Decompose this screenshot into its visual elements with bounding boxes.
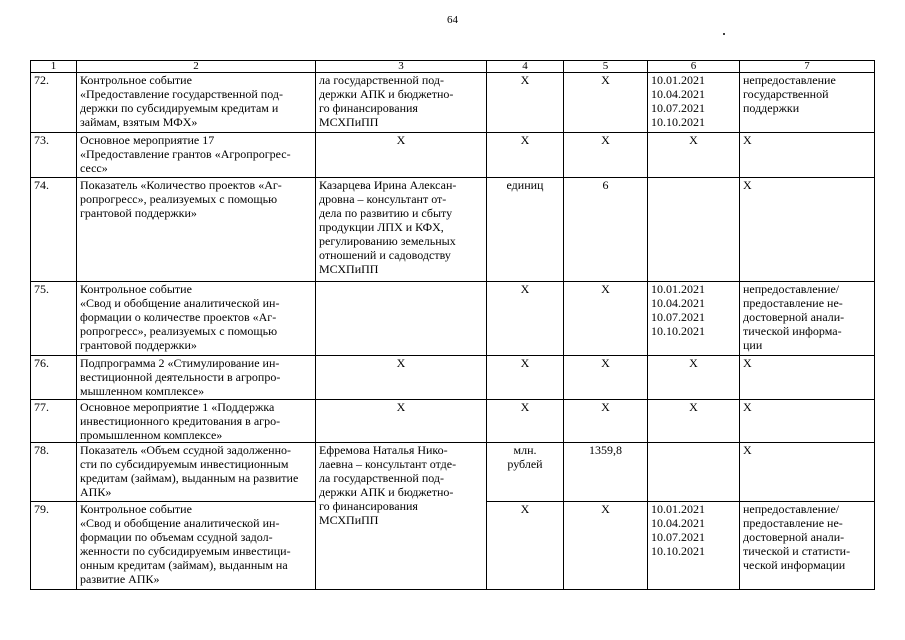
responsible: X [316, 400, 487, 443]
event-name [77, 282, 316, 356]
page-number: 64 [447, 14, 458, 26]
risk: X [740, 133, 875, 178]
text-line: «Свод и обобщение аналитической ин- [80, 516, 280, 530]
table-row [31, 356, 875, 400]
indicator-value: 6 [564, 178, 648, 282]
text-line: Казарцева Ирина Алексан- [319, 178, 457, 192]
text-line: Контрольное событие [80, 282, 192, 296]
col-4-value: X [487, 282, 564, 356]
col-5-value: X [564, 502, 648, 590]
date: 10.01.2021 [651, 282, 705, 296]
date: 10.10.2021 [651, 115, 705, 129]
responsible-shared [316, 443, 487, 590]
text-line: Показатель «Объем ссудной задолженно- [80, 443, 292, 457]
header-row [31, 61, 875, 73]
text-line: ропрогресс», реализуемых с помощью [80, 192, 278, 206]
text-line: тической и статисти- [743, 544, 851, 558]
col-4-value: X [487, 133, 564, 178]
date: 10.04.2021 [651, 87, 705, 101]
header-col-2: 2 [77, 61, 316, 73]
text-line: отношений и садоводству [319, 248, 451, 262]
risk: X [740, 443, 875, 502]
risk [740, 73, 875, 133]
header-col-3: 3 [316, 61, 487, 73]
text-line: вестиционной деятельности в агропро- [80, 370, 281, 384]
text-line: Основное мероприятие 17 [80, 133, 215, 147]
dates: X [648, 133, 740, 178]
text-line: промышленном комплексе» [80, 428, 223, 442]
col-4-value: X [487, 356, 564, 400]
text-line: дровна – консультант от- [319, 192, 447, 206]
header-col-7: 7 [740, 61, 875, 73]
table-row [31, 178, 875, 282]
table-row [31, 443, 875, 502]
text-line: держки АПК и бюджетно- [319, 87, 454, 101]
text-line: рублей [507, 457, 543, 471]
event-name [77, 133, 316, 178]
text-line: МСХПиПП [319, 115, 379, 129]
date: 10.04.2021 [651, 516, 705, 530]
text-line: го финансирования [319, 499, 418, 513]
text-line: грантовой поддержки» [80, 206, 197, 220]
text-line: держки АПК и бюджетно- [319, 485, 454, 499]
header-col-4: 4 [487, 61, 564, 73]
dates [648, 502, 740, 590]
text-line: Ефремова Наталья Нико- [319, 443, 448, 457]
date: 10.01.2021 [651, 73, 705, 87]
row-number: 76. [31, 356, 77, 400]
text-line: ческой информации [743, 558, 846, 572]
header-col-5: 5 [564, 61, 648, 73]
text-line: государственной [743, 87, 829, 101]
row-number: 78. [31, 443, 77, 502]
event-name [77, 502, 316, 590]
risk [740, 502, 875, 590]
col-5-value: X [564, 133, 648, 178]
text-line: кредитам (займам), выданным на развитие [80, 471, 299, 485]
date: 10.10.2021 [651, 324, 705, 338]
responsible [316, 73, 487, 133]
text-line: инвестиционного кредитования в агро- [80, 414, 281, 428]
col-5-value: X [564, 400, 648, 443]
date: 10.01.2021 [651, 502, 705, 516]
event-name [77, 73, 316, 133]
responsible [316, 282, 487, 356]
table-row [31, 133, 875, 178]
header-col-1: 1 [31, 61, 77, 73]
date: 10.07.2021 [651, 101, 705, 115]
text-line: ла государственной под- [319, 471, 445, 485]
text-line: предоставление не- [743, 296, 843, 310]
text-line: развитие АПК» [80, 572, 160, 586]
row-number: 73. [31, 133, 77, 178]
text-line: МСХПиПП [319, 262, 379, 276]
text-line: регулированию земельных [319, 234, 456, 248]
row-number: 74. [31, 178, 77, 282]
responsible [316, 178, 487, 282]
row-number: 72. [31, 73, 77, 133]
text-line: тической информа- [743, 324, 842, 338]
responsible: X [316, 356, 487, 400]
text-line: достоверной анали- [743, 310, 845, 324]
text-line: Показатель «Количество проектов «Аг- [80, 178, 282, 192]
text-line: достоверной анали- [743, 530, 845, 544]
scan-speck [723, 33, 725, 35]
text-line: предоставление не- [743, 516, 843, 530]
text-line: ропрогресс», реализуемых с помощью [80, 324, 278, 338]
text-line: ла государственной под- [319, 73, 445, 87]
text-line: го финансирования [319, 101, 418, 115]
text-line: формации по объемам ссудной задол- [80, 530, 273, 544]
date: 10.04.2021 [651, 296, 705, 310]
dates [648, 443, 740, 502]
unit [487, 443, 564, 502]
indicator-name [77, 443, 316, 502]
text-line: ции [743, 338, 763, 352]
text-line: «Предоставление грантов «Агропрогрес- [80, 147, 291, 161]
dates [648, 73, 740, 133]
table-row [31, 282, 875, 356]
unit: единиц [487, 178, 564, 282]
col-4-value: X [487, 502, 564, 590]
risk [740, 282, 875, 356]
text-line: поддержки [743, 101, 800, 115]
row-number: 79. [31, 502, 77, 590]
text-line: продукции ЛПХ и КФХ, [319, 220, 444, 234]
text-line: Основное мероприятие 1 «Поддержка [80, 400, 275, 414]
col-4-value: X [487, 73, 564, 133]
responsible: X [316, 133, 487, 178]
text-line: лаевна – консультант отде- [319, 457, 457, 471]
text-line: женности по субсидируемым инвестици- [80, 544, 291, 558]
text-line: грантовой поддержки» [80, 338, 197, 352]
row-number: 77. [31, 400, 77, 443]
indicator-name [77, 178, 316, 282]
risk: X [740, 400, 875, 443]
text-line: непредоставление [743, 73, 836, 87]
col-4-value: X [487, 400, 564, 443]
text-line: «Предоставление государственной под- [80, 87, 283, 101]
text-line: млн. [513, 443, 537, 457]
dates: X [648, 400, 740, 443]
date: 10.07.2021 [651, 310, 705, 324]
table-row [31, 400, 875, 443]
text-line: непредоставление/ [743, 282, 840, 296]
text-line: держки по субсидируемым кредитам и [80, 101, 279, 115]
text-line: МСХПиПП [319, 513, 379, 527]
date: 10.10.2021 [651, 544, 705, 558]
text-line: АПК» [80, 485, 112, 499]
text-line: непредоставление/ [743, 502, 840, 516]
text-line: Контрольное событие [80, 502, 192, 516]
measures-table [30, 60, 875, 590]
text-line: мышленном комплексе» [80, 384, 205, 398]
text-line: дела по развитию и сбыту [319, 206, 453, 220]
col-5-value: X [564, 73, 648, 133]
risk: X [740, 178, 875, 282]
date: 10.07.2021 [651, 530, 705, 544]
col-5-value: X [564, 356, 648, 400]
text-line: «Свод и обобщение аналитической ин- [80, 296, 280, 310]
dates [648, 178, 740, 282]
header-col-6: 6 [648, 61, 740, 73]
dates [648, 282, 740, 356]
text-line: сти по субсидируемым инвестиционным [80, 457, 289, 471]
text-line: займам, взятым МФХ» [80, 115, 198, 129]
text-line: Подпрограмма 2 «Стимулирование ин- [80, 356, 280, 370]
risk: X [740, 356, 875, 400]
table-row [31, 73, 875, 133]
row-number: 75. [31, 282, 77, 356]
col-5-value: X [564, 282, 648, 356]
text-line: формации о количестве проектов «Аг- [80, 310, 277, 324]
text-line: онным кредитам (займам), выданным на [80, 558, 288, 572]
indicator-value: 1359,8 [564, 443, 648, 502]
measure-name [77, 400, 316, 443]
dates: X [648, 356, 740, 400]
text-line: Контрольное событие [80, 73, 192, 87]
subprogram-name [77, 356, 316, 400]
text-line: сесс» [80, 161, 108, 175]
